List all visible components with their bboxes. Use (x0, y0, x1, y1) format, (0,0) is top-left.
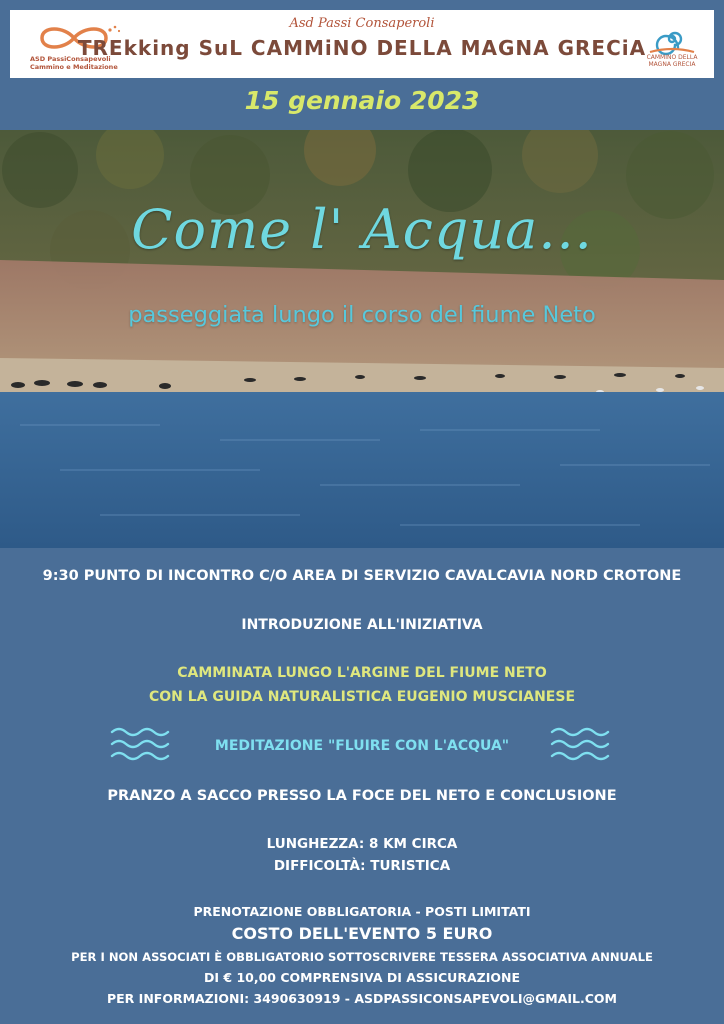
event-date: 15 gennaio 2023 (244, 86, 480, 115)
cost-text: COSTO DELL'EVENTO 5 EURO (231, 924, 493, 943)
intro-text: INTRODUZIONE ALL'INIZIATIVA (241, 617, 483, 633)
contact-info-text: PER INFORMAZIONI: 3490630919 - ASDPASSICONSAPEVOLI@GMAIL.COM (106, 991, 617, 1006)
walk-text-line1: CAMMINATA LUNGO L'ARGINE DEL FIUME NETO (177, 665, 547, 681)
river-photo (0, 130, 724, 548)
event-title: Come l' Acqua... (131, 198, 593, 261)
walk-text-line2: CON LA GUIDA NATURALISTICA EUGENIO MUSCIANESE (148, 689, 576, 705)
header-banner (10, 10, 714, 78)
lunch-text: PRANZO A SACCO PRESSO LA FOCE DEL NETO E CONCLUSIONE (107, 788, 617, 804)
logo-right-line1: CAMMINO DELLA (646, 54, 698, 61)
meditation-text: MEDITAZIONE "FLUIRE CON L'ACQUA" (214, 738, 510, 754)
booking-text: PRENOTAZIONE OBBLIGATORIA - POSTI LIMITATI (193, 904, 531, 919)
membership-text-line2: DI € 10,00 COMPRENSIVA DI ASSICURAZIONE (204, 970, 520, 985)
organizer-name: Asd Passi Consaperoli (289, 16, 435, 31)
logo-left-line2: Cammino e Meditazione (30, 62, 118, 71)
waves-icon (550, 726, 610, 764)
meeting-point-text: 9:30 PUNTO DI INCONTRO C/O AREA DI SERVIZIO CAVALCAVIA NORD CROTONE (42, 568, 682, 584)
event-subtitle: passeggiata lungo il corso del fiume Neto (128, 302, 596, 328)
header-title: TREkking SuL CAMMiNO DELLA MAGNA GRECiA (77, 36, 647, 60)
logo-left-line1: ASD PassiConsapevoli (30, 55, 111, 63)
magna-grecia-logo-text (644, 54, 700, 68)
length-text: LUNGHEZZA: 8 KM CIRCA (266, 836, 458, 852)
logo-right-line2: MAGNA GRECIA (648, 61, 696, 68)
membership-text-line1: PER I NON ASSOCIATI È OBBLIGATORIO SOTTOSCRIVERE TESSERA ASSOCIATIVA ANNUALE (71, 950, 653, 964)
spiral-logo-icon (642, 18, 702, 58)
difficulty-text: DIFFICOLTÀ: TURISTICA (273, 858, 451, 874)
